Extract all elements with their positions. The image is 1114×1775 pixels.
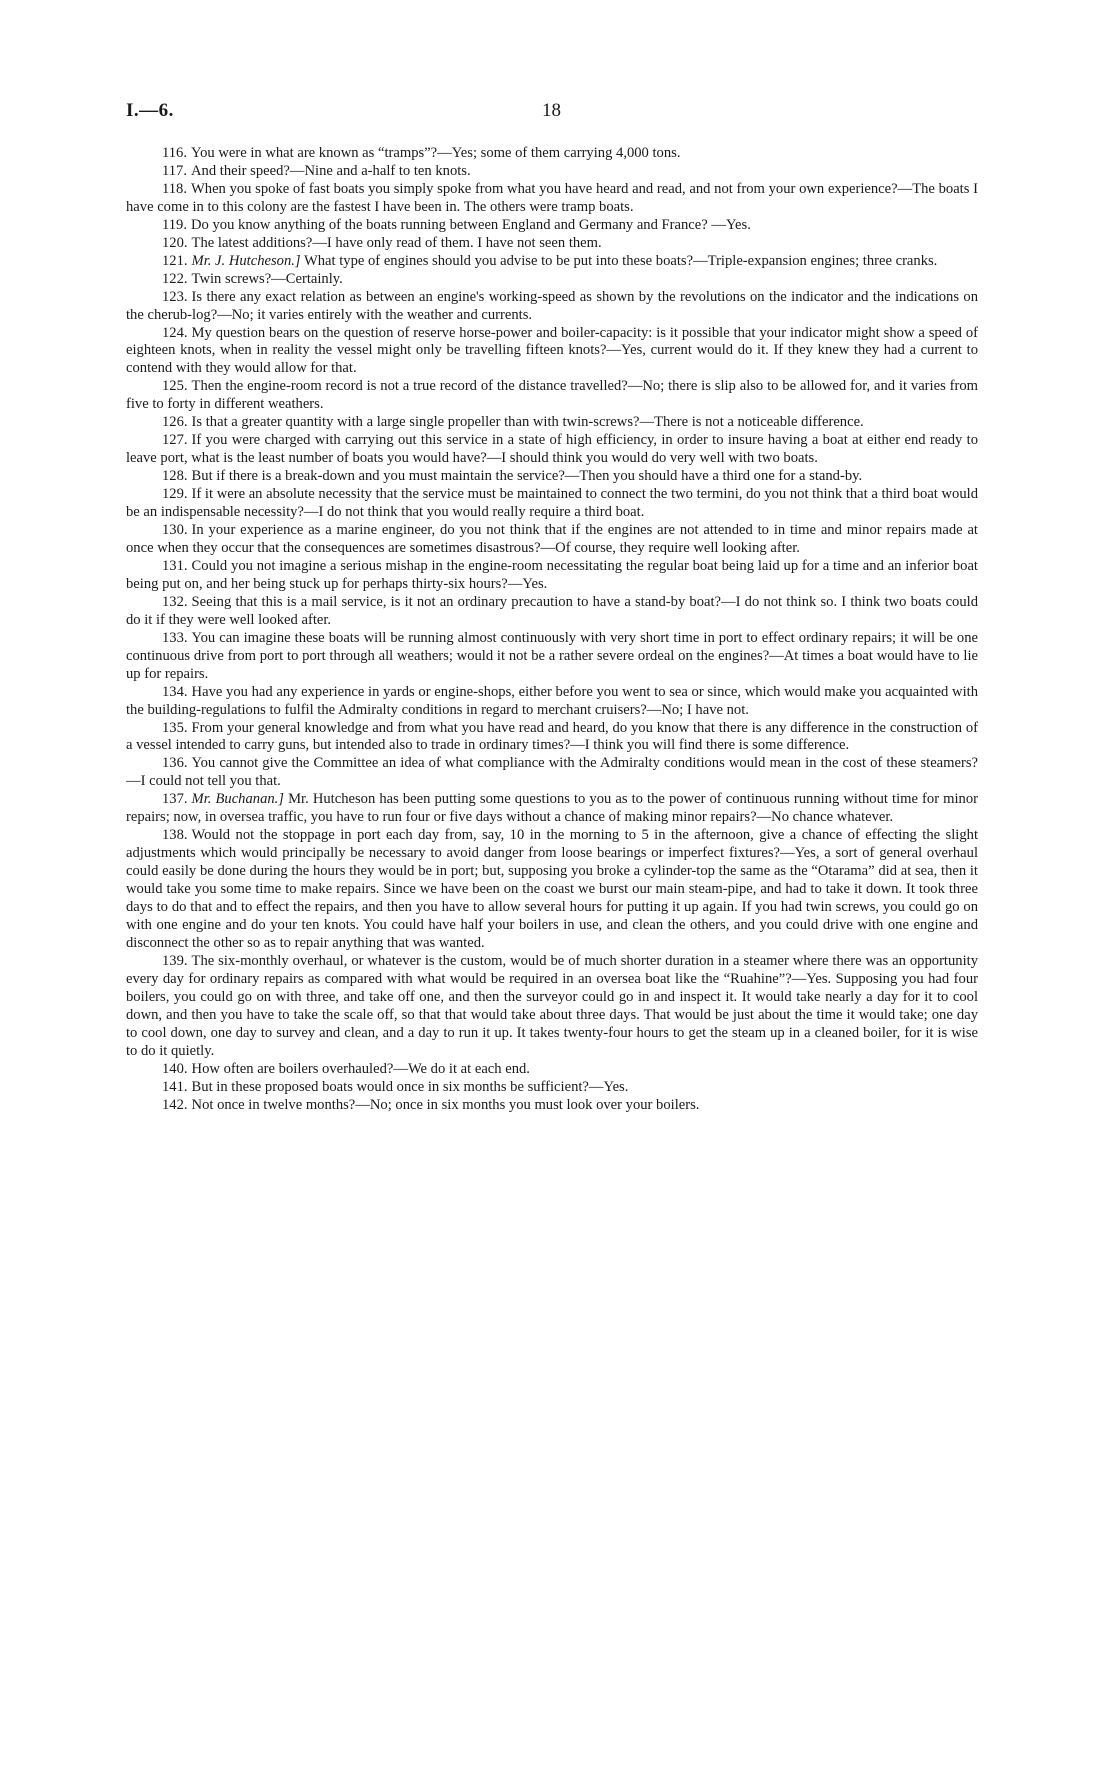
question-answer-text: Have you had any experience in yards or engine-shops, either before you went to sea or since, which would make you acquainted with the building-regulations to fulfil the Admiralty conditions in regard to merchant cruisers?—No; I have not. (126, 683, 978, 718)
question-number: 120. (162, 234, 188, 251)
question-number: 122. (162, 270, 188, 287)
qa-entry (126, 468, 978, 486)
question-number: 117. (162, 162, 187, 179)
qa-entry (126, 289, 978, 325)
question-answer-text: You were in what are known as “tramps”?—Yes; some of them carrying 4,000 tons. (191, 145, 681, 161)
question-answer-text: You cannot give the Committee an idea of what compliance with the Admiralty conditions would mean in the cost of these steamers?—I could not tell you that. (126, 755, 978, 790)
question-answer-text: What type of engines should you advise to be put into these boats?—Triple-expansion engines; three cranks. (303, 252, 938, 269)
qa-entry (126, 755, 978, 791)
qa-entry (126, 827, 978, 953)
question-number: 118. (162, 180, 187, 197)
question-number: 136. (162, 755, 188, 772)
question-answer-text: You can imagine these boats will be running almost continuously with very short time in port to effect ordinary repairs; it will be one continuous drive from port to port through all weathers; would it not be a rather severe ordeal on the engines?—At times a boat would have to lie up for repairs. (126, 629, 978, 682)
qa-entry (126, 271, 978, 289)
question-answer-text: The latest additions?—I have only read of them. I have not seen them. (191, 234, 602, 251)
question-number: 141. (162, 1078, 188, 1095)
question-number: 137. (162, 791, 188, 808)
question-answer-text: When you spoke of fast boats you simply spoke from what you have heard and read, and not from your own experience?—The boats I have come in to this colony are the fastest I have been in. The others were tramp boats. (126, 180, 978, 215)
qa-entry (126, 558, 978, 594)
question-answer-text: Would not the stoppage in port each day from, say, 10 in the morning to 5 in the afternoon, give a chance of effecting the slight adjustments which would principally be necessary to avoid danger from loose bearings or imperfect fixtures?—Yes, a sort of general overhaul could easily be done during the hours they would be in port; but, supposing you broke a cylinder-top the same as the “Otarama” did at sea, then it would take you some time to make repairs. Since we have been on the coast we burst our main steam-pipe, and had to take it down. It took three days to do that and to effect the repairs, and then you have to allow several hours for putting it up again. If you had twin screws, you could go on with one engine and do your ten knots. You could have half your boilers in use, and clean the others, and you could drive with one engine and disconnect the other so as to repair anything that was wanted. (126, 827, 978, 951)
question-number: 130. (162, 522, 188, 539)
page-number: 18 (542, 100, 561, 121)
qa-entry (126, 1061, 978, 1079)
qa-entry (126, 378, 978, 414)
qa-entry (126, 791, 978, 827)
qa-entry (126, 522, 978, 558)
qa-entry (126, 486, 978, 522)
question-answer-text: Could you not imagine a serious mishap in the engine-room necessitating the regular boat being laid up for a time and an inferior boat being put on, and her being stuck up for perhaps thirty-six hours?—Yes. (126, 557, 978, 592)
question-answer-text: Is that a greater quantity with a large single propeller than with twin-screws?—There is not a noticeable difference. (191, 414, 864, 431)
qa-entry (126, 235, 978, 253)
question-number: 142. (162, 1096, 188, 1113)
qa-entry (126, 684, 978, 720)
question-number: 127. (162, 432, 188, 449)
question-number: 124. (162, 324, 188, 341)
qa-entry (126, 325, 978, 379)
question-answer-text: But in these proposed boats would once in six months be sufficient?—Yes. (191, 1078, 629, 1095)
question-number: 126. (162, 414, 188, 431)
question-answer-text: Then the engine-room record is not a true record of the distance travelled?—No; there is slip also to be allowed for, and it varies from five to forty in different weathers. (126, 378, 978, 413)
question-number: 123. (162, 288, 188, 305)
question-number: 116. (162, 145, 187, 161)
question-number: 121. (162, 252, 188, 269)
question-number: 133. (162, 629, 188, 646)
question-answer-text: Twin screws?—Certainly. (191, 270, 343, 287)
question-answer-text: The six-monthly overhaul, or whatever is the custom, would be of much shorter duration in a steamer where there was an opportunity every day for ordinary repairs as compared with what would be required in an oversea boat like the “Ruahine”?—Yes. Supposing you had four boilers, you could go on with three, and take off one, and then the surveyor could go in and inspect it. It would take nearly a day for it to cool down, and then you have to take the scale off, so that that would take about three days. That would be just about the time it would take; one day to cool down, one day to survey and clean, and a day to run it up. It takes twenty-four hours to get the steam up in a cleaned boiler, for it is wise to do it quietly. (126, 952, 978, 1059)
qa-entry (126, 720, 978, 756)
question-number: 134. (162, 683, 188, 700)
question-number: 125. (162, 378, 188, 395)
question-answer-text: Mr. Hutcheson has been putting some questions to you as to the power of continuous running without time for minor repairs; now, in oversea traffic, you have to run four or five days without a chance of making minor repairs?—No chance whatever. (126, 791, 978, 826)
question-answer-text: Do you know anything of the boats running between England and Germany and France? —Yes. (191, 216, 751, 233)
qa-entry (126, 414, 978, 432)
question-answer-text: But if there is a break-down and you must maintain the service?—Then you should have a third one for a stand-by. (191, 468, 863, 485)
question-answer-text: Not once in twelve months?—No; once in six months you must look over your boilers. (191, 1096, 700, 1113)
qa-entry (126, 217, 978, 235)
question-answer-text: Is there any exact relation as between an engine's working-speed as shown by the revolutions on the indicator and the indications on the cherub-log?—No; it varies entirely with the weather and currents. (126, 288, 978, 323)
speaker-name: Mr. Buchanan.] (191, 791, 284, 808)
qa-entry (126, 181, 978, 217)
qa-entry (126, 953, 978, 1061)
question-answer-text: My question bears on the question of reserve horse-power and boiler-capacity: is it possible that your indicator might show a speed of eighteen knots, when in reality the vessel might only be travelling fifteen knots?—Yes, current would do it. If they knew they had a current to contend with they would allow for that. (126, 324, 978, 377)
question-number: 140. (162, 1060, 188, 1077)
speaker-name: Mr. J. Hutcheson.] (191, 252, 301, 269)
qa-entry (126, 594, 978, 630)
question-number: 132. (162, 593, 188, 610)
qa-entry (126, 145, 978, 163)
qa-entry (126, 1097, 978, 1115)
qa-entry (126, 163, 978, 181)
document-reference: I.—6. (126, 100, 174, 121)
question-number: 129. (162, 486, 188, 503)
page-header (126, 100, 978, 126)
question-number: 135. (162, 719, 188, 736)
question-answer-text: How often are boilers overhauled?—We do it at each end. (191, 1060, 530, 1077)
qa-entry (126, 1079, 978, 1097)
evidence-transcript (126, 145, 978, 1114)
question-answer-text: If it were an absolute necessity that the service must be maintained to connect the two termini, do you not think that a third boat would be an indispensable necessity?—I do not think that you would really require a third boat. (126, 486, 978, 521)
question-answer-text: From your general knowledge and from what you have read and heard, do you know that there is any difference in the construction of a vessel intended to carry guns, but intended also to trade in ordinary times?—I think you will find there is some difference. (126, 719, 978, 754)
question-number: 131. (162, 557, 188, 574)
question-number: 138. (162, 827, 188, 844)
question-number: 128. (162, 468, 188, 485)
qa-entry (126, 630, 978, 684)
question-number: 119. (162, 216, 187, 233)
question-answer-text: If you were charged with carrying out this service in a state of high efficiency, in order to insure having a boat at either end ready to leave port, what is the least number of boats you would have?—I should think you would do very well with two boats. (126, 432, 978, 467)
question-answer-text: And their speed?—Nine and a-half to ten knots. (191, 162, 471, 179)
qa-entry (126, 253, 978, 271)
question-answer-text: Seeing that this is a mail service, is it not an ordinary precaution to have a stand-by boat?—I do not think so. I think two boats could do it if they were well looked after. (126, 593, 978, 628)
question-number: 139. (162, 952, 188, 969)
qa-entry (126, 432, 978, 468)
question-answer-text: In your experience as a marine engineer, do you not think that if the engines are not attended to in time and minor repairs made at once when they occur that the consequences are sometimes disastrous?—Of course, they require well looking after. (126, 522, 978, 556)
